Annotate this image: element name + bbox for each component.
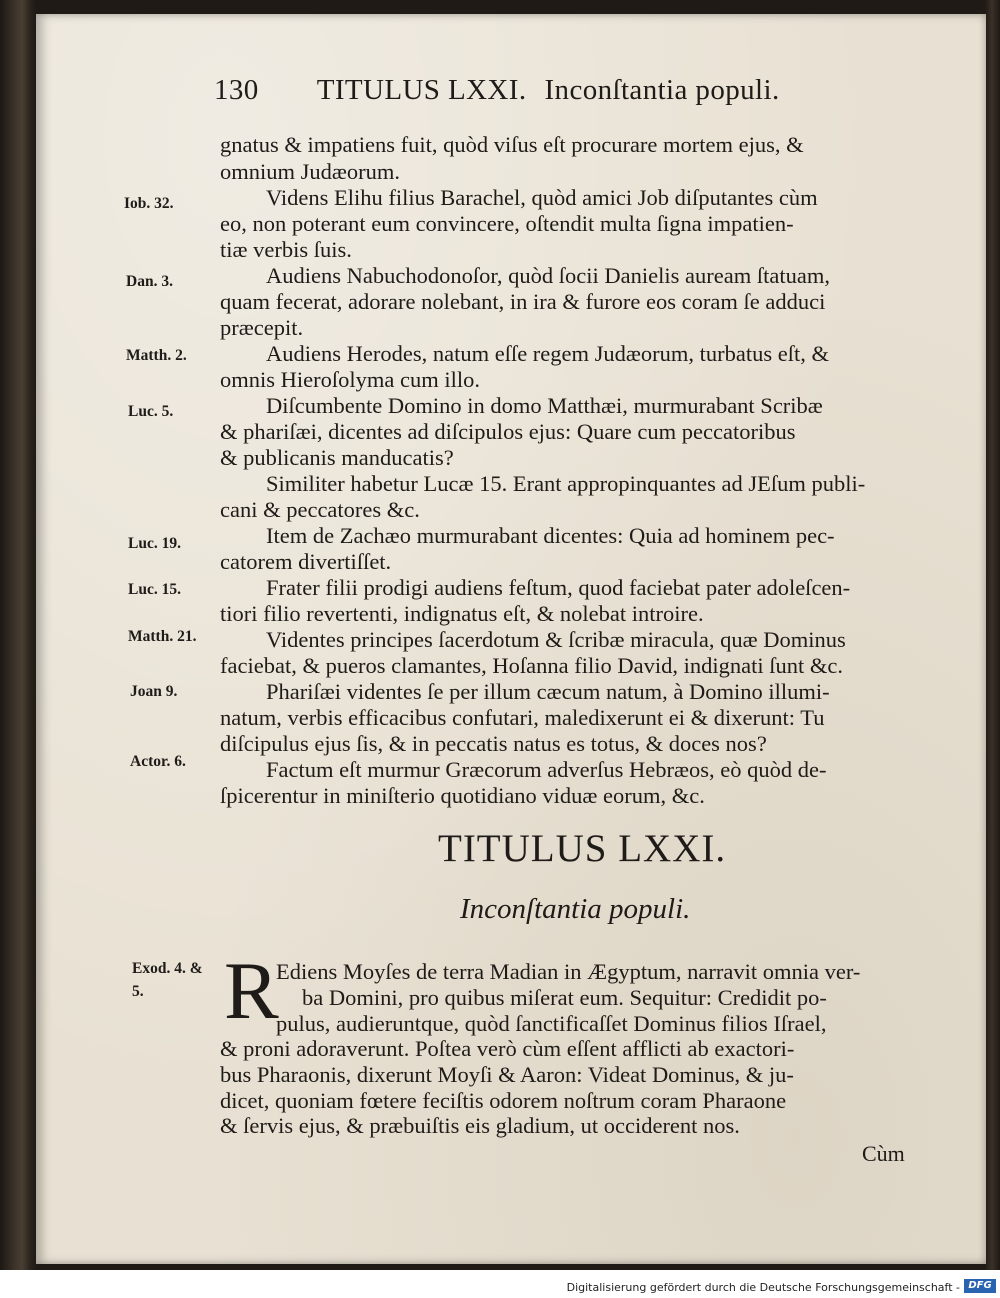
body-line: Audiens Nabuchodonoſor, quòd ſocii Danielis auream ſtatuam, — [266, 263, 830, 288]
section-line: pulus, audieruntque, quòd ſanctificaſſet Dominus filios Iſrael, — [276, 1011, 827, 1036]
body-line: tiori filio revertenti, indignatus eſt, & nolebat introire. — [220, 601, 704, 626]
body-line: eo, non poterant eum convincere, oſtendit multa ſigna impatien- — [220, 211, 794, 236]
margin-reference: Luc. 19. — [128, 535, 181, 552]
section-subtitle: Inconſtantia populi. — [460, 893, 691, 925]
body-line: cani & peccatores &c. — [220, 497, 420, 522]
body-line: Audiens Herodes, natum eſſe regem Judæorum, turbatus eſt, & — [266, 341, 830, 366]
body-line: natum, verbis efficacibus confutari, maledixerunt ei & dixerunt: Tu — [220, 705, 825, 730]
body-line: gnatus & impatiens fuit, quòd viſus eſt procurare mortem ejus, & — [220, 132, 804, 157]
body-line: faciebat, & pueros clamantes, Hoſanna filio David, indignati ſunt &c. — [220, 653, 843, 678]
body-line: quam fecerat, adorare nolebant, in ira & furore eos coram ſe adduci — [220, 289, 826, 314]
body-line: Videntes principes ſacerdotum & ſcribæ miracula, quæ Dominus — [266, 627, 846, 652]
margin-reference: Luc. 5. — [128, 403, 174, 420]
section-line: bus Pharaonis, dixerunt Moyſi & Aaron: Videat Dominus, & ju- — [220, 1062, 794, 1087]
margin-reference: Matth. 21. — [128, 628, 197, 645]
running-title: TITULUS LXXI. — [316, 74, 527, 106]
dfg-logo: DFG — [964, 1279, 996, 1293]
body-line: Factum eſt murmur Græcorum adverſus Hebræos, eò quòd de- — [266, 757, 827, 782]
body-line: Item de Zachæo murmurabant dicentes: Quia ad hominem pec- — [266, 523, 835, 548]
body-line: Phariſæi videntes ſe per illum cæcum natum, à Domino illumi- — [266, 679, 830, 704]
body-line: Diſcumbente Domino in domo Matthæi, murmurabant Scribæ — [266, 393, 823, 418]
margin-reference: 5. — [132, 983, 144, 1000]
margin-reference: Iob. 32. — [124, 195, 174, 212]
body-line: Similiter habetur Lucæ 15. Erant appropinquantes ad JEſum publi- — [266, 471, 866, 496]
body-line: ſpicerentur in miniſterio quotidiano viduæ eorum, &c. — [220, 783, 705, 808]
section-line: Ediens Moyſes de terra Madian in Ægyptum, narravit omnia ver- — [276, 959, 861, 984]
margin-reference: Matth. 2. — [126, 347, 187, 364]
body-line: diſcipulus ejus ſis, & in peccatis natus es totus, & doces nos? — [220, 731, 767, 756]
body-line: catorem divertiſſet. — [220, 549, 392, 574]
catchword: Cùm — [862, 1141, 905, 1166]
section-line: & proni adoraverunt. Poſtea verò cùm eſſent afflicti ab exactori- — [220, 1036, 795, 1061]
body-line: præcepit. — [220, 315, 304, 340]
body-line: omnium Judæorum. — [220, 159, 401, 184]
page-number: 130 — [214, 74, 259, 106]
section-line: dicet, quoniam fœtere feciſtis odorem noſtrum coram Pharaone — [220, 1088, 787, 1113]
digitization-credit: Digitalisierung gefördert durch die Deutsche Forschungsgemeinschaft - — [566, 1281, 960, 1294]
running-subtitle: Inconſtantia populi. — [544, 74, 780, 106]
section-line: & ſervis ejus, & præbuiſtis eis gladium, ut occiderent nos. — [220, 1113, 740, 1138]
body-line: Frater filii prodigi audiens feſtum, quod faciebat pater adoleſcen- — [266, 575, 851, 600]
body-line: & phariſæi, dicentes ad diſcipulos ejus: Quare cum peccatoribus — [220, 419, 796, 444]
section-title: TITULUS LXXI. — [438, 827, 727, 870]
margin-reference: Actor. 6. — [130, 753, 186, 770]
body-line: & publicanis manducatis? — [220, 445, 454, 470]
margin-reference: Dan. 3. — [126, 273, 173, 290]
drop-capital: R — [224, 945, 279, 1036]
body-line: Videns Elihu filius Barachel, quòd amici Job diſputantes cùm — [266, 185, 818, 210]
section-line: ba Domini, pro quibus miſerat eum. Sequitur: Credidit po- — [302, 985, 827, 1010]
margin-reference: Joan 9. — [130, 683, 178, 700]
body-line: tiæ verbis ſuis. — [220, 237, 352, 262]
margin-reference: Exod. 4. & — [132, 960, 203, 977]
margin-reference: Luc. 15. — [128, 581, 181, 598]
body-line: omnis Hieroſolyma cum illo. — [220, 367, 480, 392]
running-header — [214, 74, 780, 107]
